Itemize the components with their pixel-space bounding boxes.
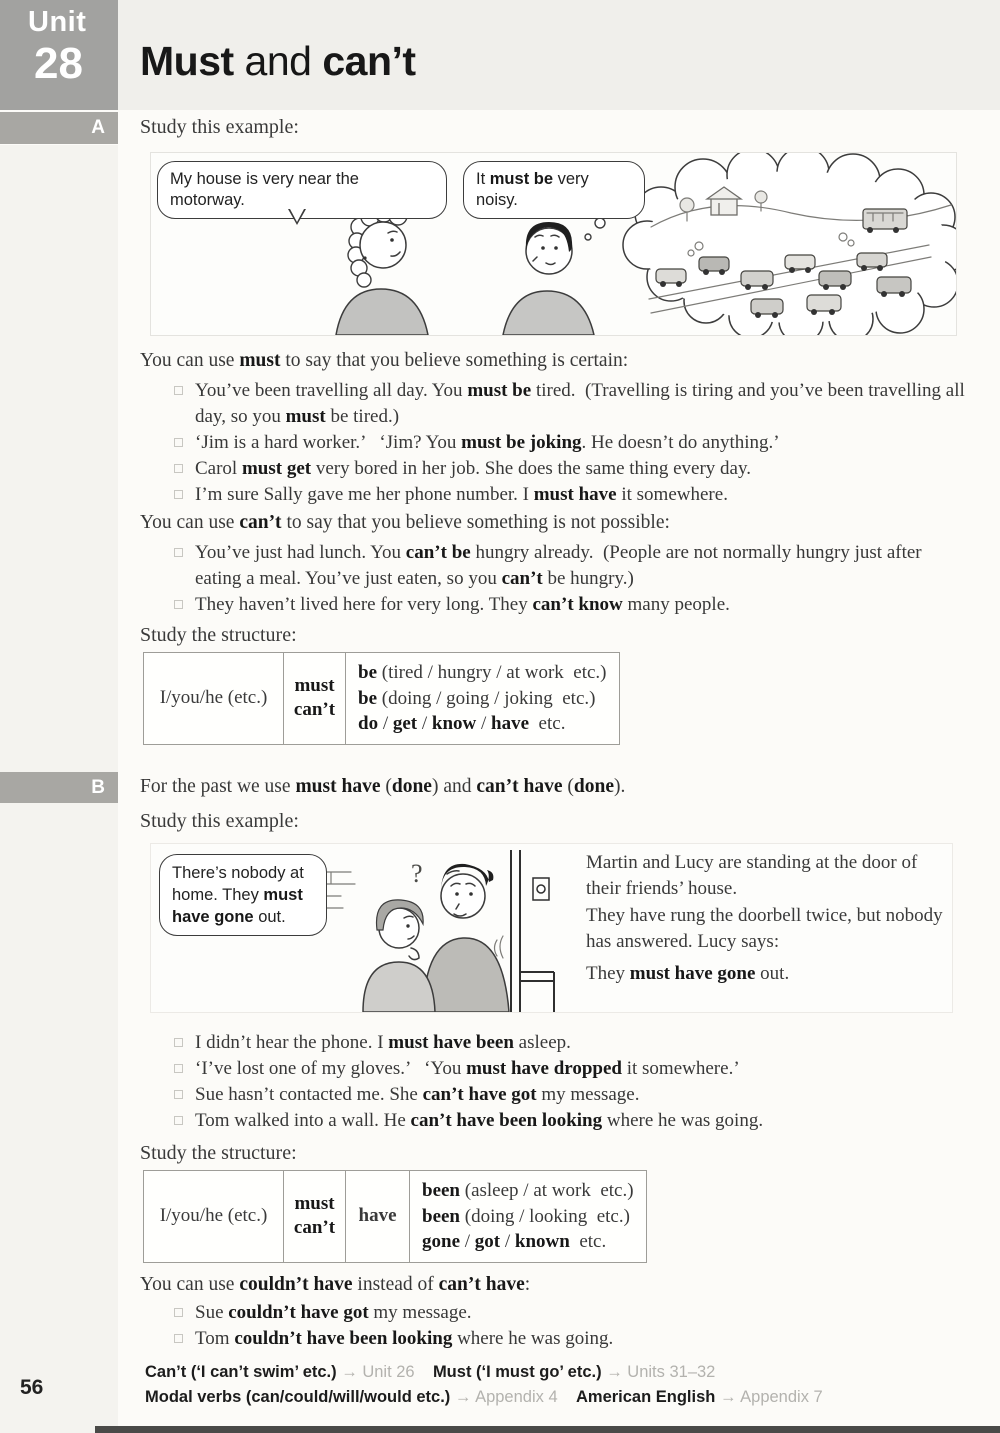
list-item xyxy=(174,1108,970,1134)
study-example-b-heading: Study this example: xyxy=(140,810,299,832)
bullet-square-icon xyxy=(174,1064,183,1073)
list-item xyxy=(174,1082,970,1108)
section-a-marker xyxy=(0,112,118,144)
bullet-square-icon xyxy=(174,1308,183,1317)
table-have-cell: have xyxy=(346,1171,410,1263)
table-subject-cell: I/you/he (etc.) xyxy=(144,653,284,745)
bullet-list-b xyxy=(140,1030,970,1134)
structure-table-b xyxy=(143,1170,647,1263)
description-line: They have rung the doorbell twice, but nobody has answered. Lucy says: xyxy=(586,905,948,952)
table-aux-cell: must can’t xyxy=(284,653,346,745)
section-b-letter: B xyxy=(91,776,105,798)
section-b-marker xyxy=(0,772,118,803)
bullet-square-icon xyxy=(174,1334,183,1343)
bullet-square-icon xyxy=(174,464,183,473)
description-line: Martin and Lucy are standing at the door of their friends’ house. xyxy=(586,852,923,899)
page-title: Must and can’t xyxy=(140,38,416,84)
page-bottom-edge xyxy=(95,1426,1000,1433)
bullet-square-icon xyxy=(174,438,183,447)
list-item-text: Carol must get very bored in her job. She does the same thing every day. xyxy=(195,458,751,479)
ring-motion-lines xyxy=(495,936,504,958)
study-example-a-heading: Study this example: xyxy=(140,116,299,138)
unit-box xyxy=(0,0,118,110)
list-item-text: They haven’t lived here for very long. They can’t know many people. xyxy=(195,594,730,615)
door-frame xyxy=(511,850,554,1012)
bullet-square-icon xyxy=(174,490,183,499)
unit-number: 28 xyxy=(34,39,83,88)
speech-bubble-man: It must be very noisy. xyxy=(463,161,645,219)
list-item-text: Tom couldn’t have been looking where he was going. xyxy=(195,1328,614,1349)
question-mark: ? xyxy=(411,859,423,888)
list-item xyxy=(174,430,970,456)
list-item xyxy=(174,1300,970,1326)
list-item xyxy=(174,456,970,482)
paragraph-cant: You can use can’t to say that you believe something is not possible: xyxy=(140,512,670,533)
table-forms-cell: been (asleep / at work etc.) been (doing / looking etc.) gone / got / known etc. xyxy=(410,1171,647,1263)
bullet-square-icon xyxy=(174,386,183,395)
bullet-square-icon xyxy=(174,600,183,609)
list-item-text: You’ve been travelling all day. You must be tired. (Travelling is tiring and you’ve been travelling all day, so you must be tired.) xyxy=(195,380,970,427)
study-structure-a-heading: Study the structure: xyxy=(140,624,297,646)
list-item xyxy=(174,378,970,430)
list-item xyxy=(174,1030,970,1056)
list-item-text: Sue hasn’t contacted me. She can’t have got my message. xyxy=(195,1084,640,1105)
man-figure xyxy=(503,222,594,335)
cartoon-b-illustration xyxy=(311,844,581,1012)
list-item-text: Sue couldn’t have got my message. xyxy=(195,1302,472,1323)
list-item-text: Tom walked into a wall. He can’t have been looking where he was going. xyxy=(195,1110,764,1131)
cartoon-panel-a xyxy=(150,152,957,336)
man-at-door xyxy=(423,864,509,1012)
list-item-text: ‘I’ve lost one of my gloves.’ ‘You must have dropped it somewhere.’ xyxy=(195,1058,740,1079)
list-item xyxy=(174,482,970,508)
table-forms-cell: be (tired / hungry / at work etc.) be (doing / going / joking etc.) do / get / know / have etc. xyxy=(346,653,620,745)
woman-figure xyxy=(336,204,428,335)
section-a-letter: A xyxy=(91,117,105,138)
footer-line: Modal verbs (can/could/will/would etc.) → Appendix 4 American English → Appendix 7 xyxy=(145,1388,823,1406)
doorbell xyxy=(533,878,549,900)
table-subject-cell: I/you/he (etc.) xyxy=(144,1171,284,1263)
page-number: 56 xyxy=(20,1376,44,1399)
list-item xyxy=(174,592,970,618)
bullet-square-icon xyxy=(174,1038,183,1047)
table-aux-cell: must can’t xyxy=(284,1171,346,1263)
list-item xyxy=(174,540,970,592)
footer-line: Can’t (‘I can’t swim’ etc.) → Unit 26 Must (‘I must go’ etc.) → Units 31–32 xyxy=(145,1363,716,1381)
footer-cross-references xyxy=(145,1360,975,1410)
bullet-list-must xyxy=(140,378,970,508)
study-structure-b-heading: Study the structure: xyxy=(140,1142,297,1164)
list-item-text: ‘Jim is a hard worker.’ ‘Jim? You must be joking. He doesn’t do anything.’ xyxy=(195,432,780,453)
list-item xyxy=(174,1056,970,1082)
bullet-square-icon xyxy=(174,1116,183,1125)
unit-label: Unit xyxy=(28,6,87,38)
paragraph-couldnt: You can use couldn’t have instead of can’t have: xyxy=(140,1274,531,1295)
list-item-text: I didn’t hear the phone. I must have been asleep. xyxy=(195,1032,571,1053)
woman-at-door xyxy=(363,900,435,1012)
traffic-thought-cloud xyxy=(623,153,956,335)
cartoon-panel-b xyxy=(150,843,953,1013)
description-line: They must have gone out. xyxy=(586,963,790,984)
list-item-text: I’m sure Sally gave me her phone number. I must have it somewhere. xyxy=(195,484,728,505)
bullet-square-icon xyxy=(174,548,183,557)
structure-table-a xyxy=(143,652,620,745)
bullet-list-cant xyxy=(140,540,970,618)
example-b-description xyxy=(586,850,948,988)
bullet-square-icon xyxy=(174,1090,183,1099)
list-item xyxy=(174,1326,970,1352)
section-b-intro: For the past we use must have (done) and can’t have (done). xyxy=(140,776,626,797)
paragraph-must: You can use must to say that you believe something is certain: xyxy=(140,350,629,371)
speech-bubble-lucy: There’s nobody at home. They must have gone out. xyxy=(159,854,327,936)
bullet-list-couldnt xyxy=(140,1300,970,1352)
speech-bubble-woman: My house is very near the motorway. xyxy=(157,161,447,219)
list-item-text: You’ve just had lunch. You can’t be hungry already. (People are not normally hungry just after eating a meal. You’ve just eaten, so you can’t be hungry.) xyxy=(195,542,927,589)
